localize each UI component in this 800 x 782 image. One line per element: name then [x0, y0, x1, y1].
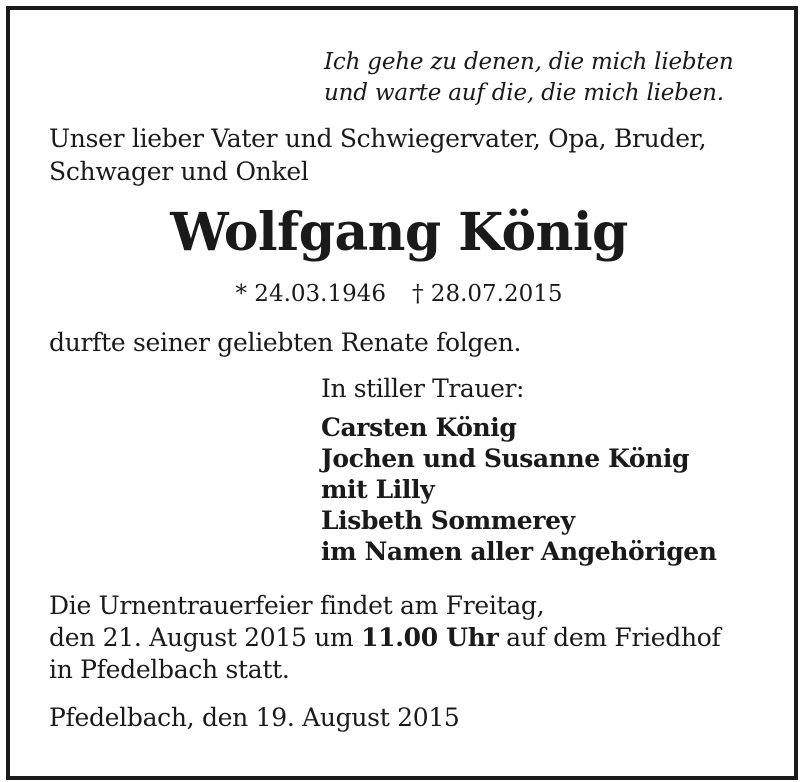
motto-quote: [324, 47, 754, 109]
follow-text: durfte seiner geliebten Renate folgen.: [49, 328, 522, 357]
ceremony-time: 11.00 Uhr: [361, 623, 499, 652]
mourner-name: Jochen und Susanne König: [321, 444, 690, 473]
mourner-name: mit Lilly: [321, 475, 435, 504]
intro-line-2: Schwager und Onkel: [49, 157, 309, 186]
place-and-date: Pfedelbach, den 19. August 2015: [49, 703, 460, 732]
intro-line-1: Unser lieber Vater und Schwiegervater, Opa, Bruder,: [49, 124, 707, 153]
motto-line-2: und warte auf die, die mich lieben.: [324, 80, 724, 106]
mourners-lead: In stiller Trauer:: [321, 374, 525, 403]
ceremony-info: [49, 590, 721, 686]
life-dates: [49, 278, 749, 310]
mourner-name: Lisbeth Sommerey: [321, 506, 575, 535]
death-date: † 28.07.2015: [412, 281, 563, 307]
ceremony-location-text: auf dem Friedhof: [498, 623, 721, 652]
intro-text: [49, 122, 706, 188]
birth-date: * 24.03.1946: [235, 281, 386, 307]
ceremony-date-text: den 21. August 2015 um: [49, 623, 362, 652]
ceremony-line-3: in Pfedelbach statt.: [49, 655, 290, 684]
mourner-name: im Namen aller Angehörigen: [321, 537, 717, 566]
ceremony-line-2: [49, 622, 721, 654]
deceased-name: Wolfgang König: [170, 202, 628, 263]
mourner-name: Carsten König: [321, 413, 517, 442]
mourners-block: [321, 373, 717, 567]
ceremony-line-1: Die Urnentrauerfeier findet am Freitag,: [49, 591, 545, 620]
motto-line-1: Ich gehe zu denen, die mich liebten: [324, 49, 734, 75]
